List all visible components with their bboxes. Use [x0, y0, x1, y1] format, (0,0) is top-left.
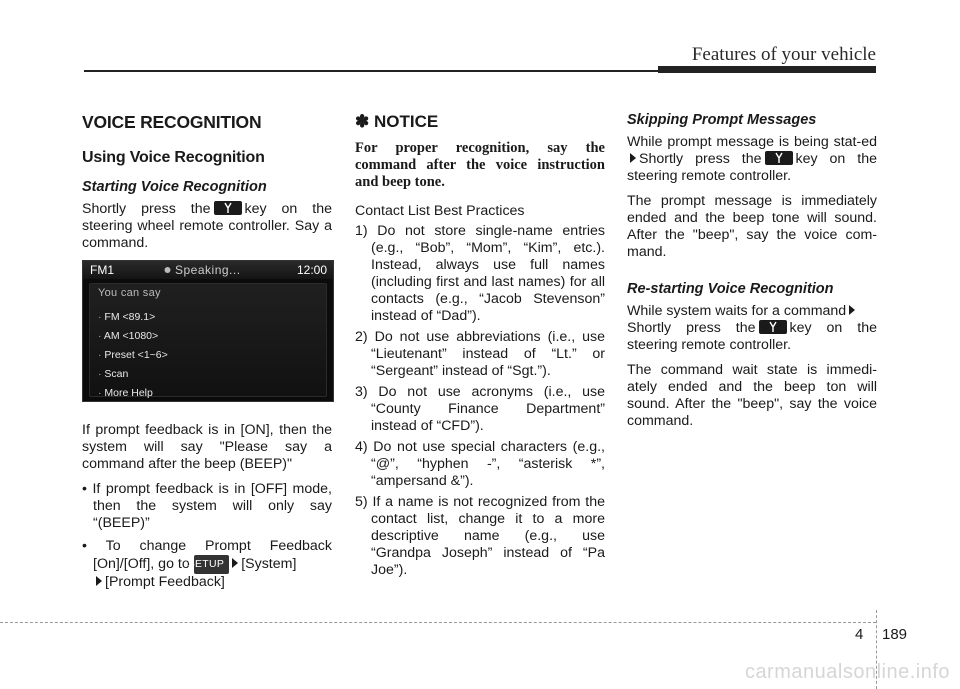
text-run: key on the steering wheel remote controller. Say a command.: [82, 201, 332, 251]
skip-title: Skipping Prompt Messages: [627, 112, 817, 128]
column-right: [627, 108, 877, 438]
header-title: Features of your vehicle: [691, 44, 876, 65]
text-run: While system waits for a command: [627, 303, 847, 319]
text-run: Shortly press the: [627, 320, 756, 336]
text-run: While prompt message is being stat-ed: [627, 134, 877, 150]
section-heading: VOICE RECOGNITION: [82, 112, 262, 132]
arrow-right-icon: [232, 558, 238, 568]
list-item: · AM <1080>: [98, 327, 168, 346]
text-run: To change Prompt Feedback [On]/[Off], go to: [93, 538, 332, 572]
notice-lead: For proper recognition, say the command after the voice instruction and beep tone.: [355, 140, 605, 190]
subsection-heading: Using Voice Recognition: [82, 149, 265, 166]
voice-key-icon: [765, 151, 793, 165]
footer-rule: [0, 622, 876, 623]
text-run: [Prompt Feedback]: [105, 574, 225, 590]
text-run: Shortly press the: [82, 201, 211, 217]
screen-status-bar: [83, 261, 333, 279]
list-item: • If prompt feedback is in [OFF] mode, then the system will only say “(BEEP)”: [82, 481, 332, 531]
text-run: key on the steering remote controller.: [627, 151, 877, 184]
skip-paragraph-1: [627, 134, 877, 185]
header-rule: [84, 70, 658, 72]
list-item: 3) Do not use acronyms (i.e., use “County Finance Department” instead of “CFD”).: [355, 384, 605, 434]
watermark: carmanualsonline.info: [744, 661, 950, 683]
screen-body: [89, 283, 327, 397]
screen-hint: You can say: [98, 287, 161, 299]
feedback-bullets: [82, 481, 332, 591]
starting-paragraph: [82, 201, 332, 252]
feedback-paragraph: If prompt feedback is in [ON], then the system will say "Please say a command after the beep (BEEP)": [82, 422, 332, 472]
voice-key-icon: [214, 201, 242, 215]
setup-key: SETUP: [194, 555, 230, 574]
screen-band: FM1: [90, 263, 114, 277]
list-title: Contact List Best Practices: [355, 203, 525, 219]
text-run: [System]: [241, 556, 297, 572]
list-item: · FM <89.1>: [98, 308, 168, 327]
voice-key-icon: [759, 320, 787, 334]
list-item: 4) Do not use special characters (e.g., “@”, “hyphen -”, “asterisk *”, “ampersand &”).: [355, 439, 605, 489]
starting-title: Starting Voice Recognition: [82, 179, 267, 195]
restart-title: Re-starting Voice Recognition: [627, 281, 834, 297]
list-item: · Preset <1~6>: [98, 346, 168, 365]
restart-paragraph-2: The command wait state is immedi-ately ended and the beep ton will sound. After the "beep", say the voice command.: [627, 362, 877, 429]
list-item: · Scan: [98, 365, 168, 384]
screen-command-list: [98, 308, 168, 402]
column-left: [82, 108, 332, 597]
chapter-number: 4: [855, 626, 864, 643]
list-item: • To change Prompt Feedback [On]/[Off], go to SETUP [System] [Prompt Feedback]: [82, 538, 332, 590]
text-run: Shortly press the: [639, 151, 762, 167]
arrow-right-icon: [630, 153, 636, 163]
notice-title: ✽ NOTICE: [355, 112, 439, 131]
list-item: 1) Do not store single-name entries (e.g., “Bob”, “Mom”, “Kim”, etc.). Instead, always use full names (including first and last names) for all contacts (e.g., “Jacob Stevenson” instead of “Dad”).: [355, 223, 605, 324]
screen-status: Speaking...: [175, 263, 241, 277]
arrow-right-icon: [849, 305, 855, 315]
arrow-right-icon: [96, 576, 102, 586]
header-rule-thick: [658, 66, 876, 73]
screen-time: 12:00: [296, 263, 327, 277]
skip-paragraph-2: The prompt message is immediately ended and the beep tone will sound. After the "beep", say the voice com-mand.: [627, 193, 877, 260]
page-number: 189: [882, 626, 908, 643]
mic-icon: [163, 265, 172, 279]
best-practices-list: [355, 223, 605, 579]
column-middle: [355, 108, 605, 583]
text-run: key on the steering remote controller.: [627, 320, 877, 353]
text-run: If prompt feedback is in [OFF] mode, then the system will only say “(BEEP)”: [92, 481, 332, 531]
restart-paragraph-1: [627, 303, 877, 354]
list-item: · More Help: [98, 384, 168, 402]
voice-screen: [82, 260, 334, 402]
list-item: 5) If a name is not recognized from the contact list, change it to a more descriptive name (e.g., use “Grandpa Joseph” instead of “Pa Joe”).: [355, 494, 605, 578]
list-item: 2) Do not use abbreviations (i.e., use “Lieutenant” instead of “Lt.” or “Sergeant” instead of “Sgt.”).: [355, 329, 605, 379]
